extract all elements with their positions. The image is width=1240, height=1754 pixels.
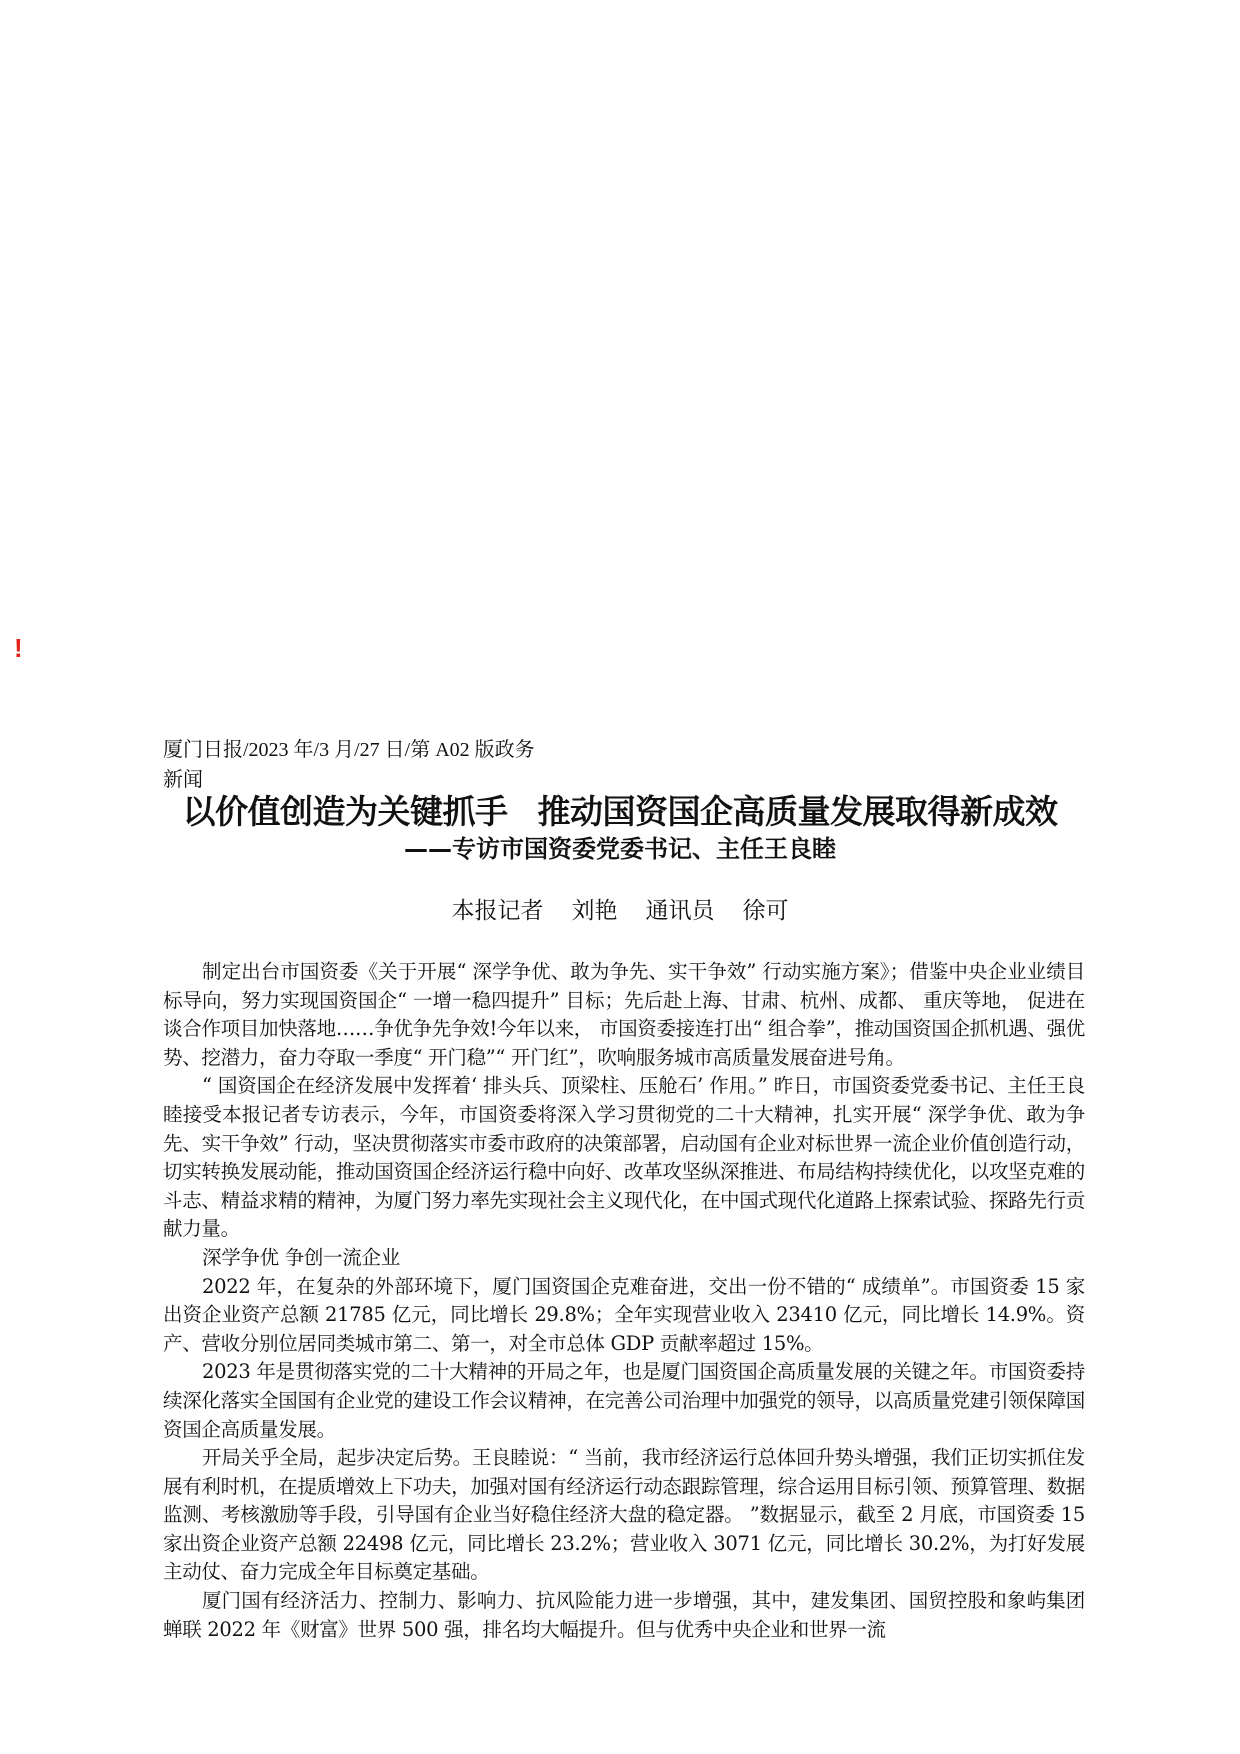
byline (160, 896, 1080, 926)
article-paragraph: 开局关乎全局，起步决定后势。王良睦说：“ 当前，我市经济运行总体回升势头增强，我们正切实抓住发展有利时机，在提质增效上下功夫，加强对国有经济运行动态跟踪管理，综合运用目标引领、预算管理、数据监测、考核激励等手段，引导国有企业当好稳住经济大盘的稳定器。 ”数据显示，截至 2 月底，市国资委 15 家出资企业资产总额 22498 亿元，同比增长 23.2%；营业收入 3071 亿元，同比增长 30.2%，为打好发展主动仗、奋力完成全年目标奠定基础。 (163, 1446, 1085, 1584)
byline-name-reporter: 刘艳 (571, 898, 618, 924)
article-paragraph: 2023 年是贯彻落实党的二十大精神的开局之年，也是厦门国资国企高质量发展的关键之年。市国资委持续深化落实全国国有企业党的建设工作会议精神，在完善公司治理中加强党的领导，以高质量党建引领保障国资国企高质量发展。 (163, 1360, 1085, 1441)
headline-subtitle: ——专访市国资委党委书记、主任王良睦 (404, 835, 836, 863)
headline-title-part1: 以价值创造为关键抓手 (182, 792, 508, 831)
red-exclamation-mark: ! (14, 633, 23, 663)
headline-title-part2: 推动国资国企高质量发展取得新成效 (537, 792, 1058, 831)
headline-title (160, 792, 1080, 832)
byline-role-correspondent: 通讯员 (645, 898, 715, 924)
article-body (163, 958, 1085, 1644)
byline-role-reporter: 本报记者 (451, 898, 544, 924)
byline-name-correspondent: 徐可 (742, 898, 789, 924)
article-paragraph: 制定出台市国资委《关于开展“ 深学争优、敢为争先、实干争效” 行动实施方案》；借鉴中央企业业绩目标导向，努力实现国资国企“ 一增一稳四提升” 目标；先后赴上海、甘肃、杭州、成都、 重庆等地， 促进在谈合作项目加快落地……争优争先争效!今年以来， 市国资委接连打出“ 组合拳”，推动国资国企抓机遇、强优势、挖潜力，奋力夺取一季度“ 开门稳”“ 开门红”，吹响服务城市高质量发展奋进号角。 (163, 960, 1085, 1069)
article-paragraph: 2022 年，在复杂的外部环境下，厦门国资国企克难奋进，交出一份不错的“ 成绩单”。市国资委 15 家出资企业资产总额 21785 亿元，同比增长 29.8%；全年实现营业收入 23410 亿元，同比增长 14.9%。资产、营收分别位居同类城市第二、第一，对全市总体 GDP 贡献率超过 15%。 (163, 1274, 1085, 1355)
section-heading: 深学争优 争创一流企业 (202, 1245, 400, 1269)
article-paragraph: 厦门国有经济活力、控制力、影响力、抗风险能力进一步增强，其中，建发集团、国贸控股和象屿集团蝉联 2022 年《财富》世界 500 强，排名均大幅提升。但与优秀中央企业和世界一流 (163, 1589, 1085, 1641)
article-paragraph: “ 国资国企在经济发展中发挥着‘ 排头兵、顶梁柱、压舱石’ 作用。” 昨日，市国资委党委书记、主任王良睦接受本报记者专访表示，今年，市国资委将深入学习贯彻党的二十大精神，扎实开展“ 深学争优、敢为争先、实干争效” 行动，坚决贯彻落实市委市政府的决策部署，启动国有企业对标世界一流企业价值创造行动，切实转换发展动能，推动国资国企经济运行稳中向好、改革攻坚纵深推进、布局结构持续优化，以攻坚克难的斗志、精益求精的精神，为厦门努力率先实现社会主义现代化，在中国式现代化道路上探索试验、探路先行贡献力量。 (163, 1074, 1085, 1241)
source-line: 厦门日报/2023 年/3 月/27 日/第 A02 版政务新闻 (163, 739, 535, 791)
